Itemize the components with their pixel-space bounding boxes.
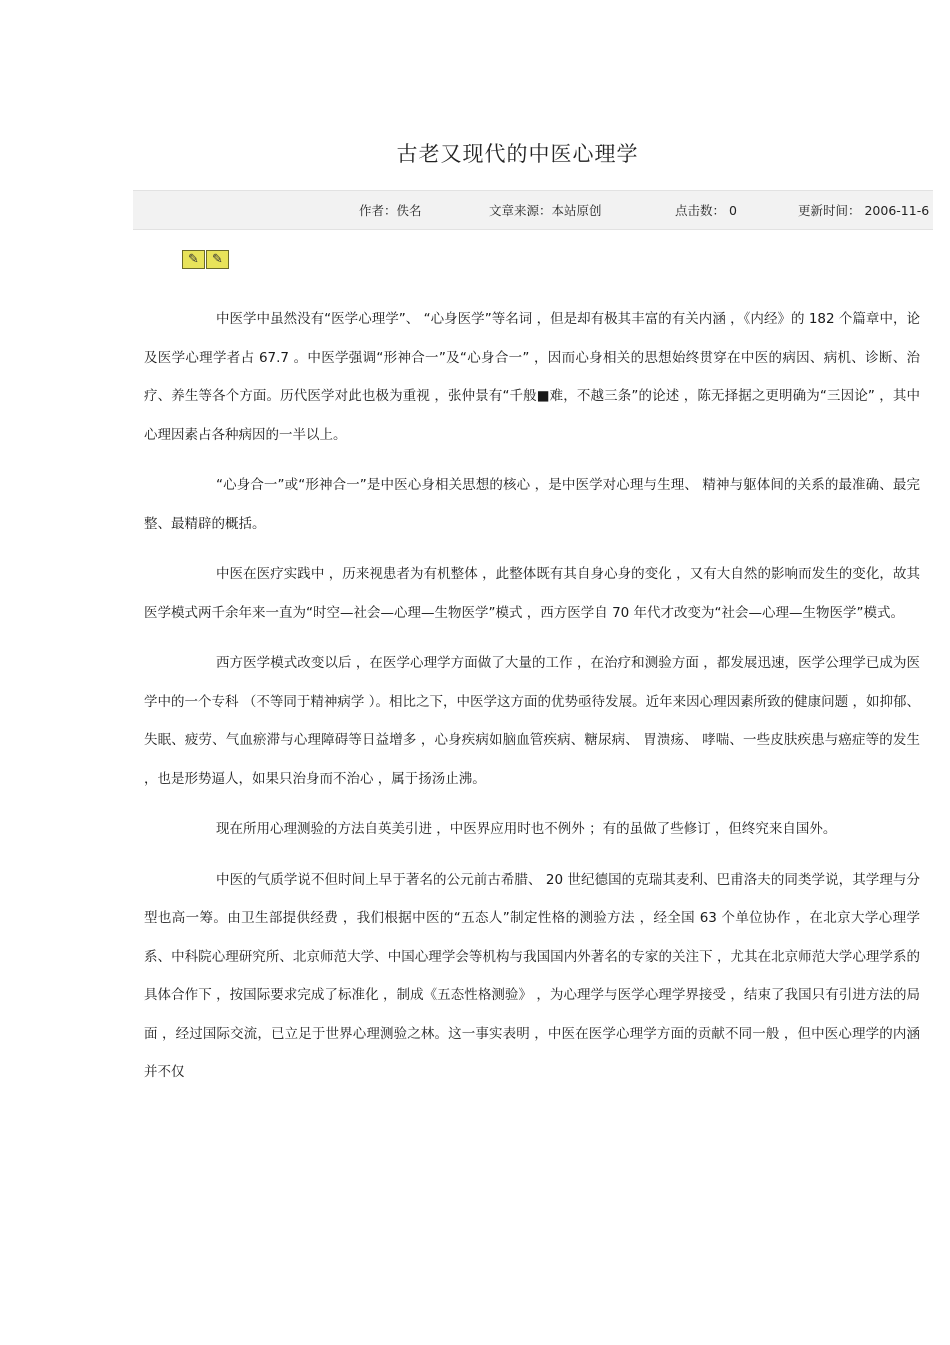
paragraph: 现在所用心理测验的方法自英美引进 ，中医界应用时也不例外 ；有的虽做了些修订 ，但终究来自国外。 <box>216 821 837 837</box>
page-title: 古老又现代的中医心理学 <box>396 142 639 166</box>
paragraph: 中医学中虽然没有“医学心理学”、 “心身医学”等名词 ，但是却有极其丰富的有关内涵 ，《内经》的 182 个篇章中，论及医学心理学者占 67.7 。中医学强调“形神合一”及“心身合一” ，因而心身相关的思想始终贯穿在中医的病因、病机、诊断、治疗、养生等各个方面。历代医学对此也极为重视 ，张仲景有“千般■难，不越三条”的论述 ，陈无择据之更明确为“三因论” ，其中心理因素占各种病因的一半以上。 <box>144 311 920 443</box>
updated-label: 更新时间： 2006-11-6 <box>798 203 930 218</box>
tool-icon[interactable]: ✎ <box>206 250 229 269</box>
source-label: 文章来源：本站原创 <box>489 203 602 218</box>
paragraph: 西方医学模式改变以后 ，在医学心理学方面做了大量的工作 ，在治疗和测验方面 ，都发展迅速，医学公理学已成为医学中的一个专科 （不等同于精神病学 ）。相比之下，中医学这方面的优势亟待发展。近年来因心理因素所致的健康问题 ，如抑郁、失眠、疲劳、气血瘀滞与心理障碍等日益增多 ，心身疾病如脑血管疾病、糖尿病、 胃溃疡、 哮喘、一些皮肤疾患与癌症等的发生 ，也是形势逼人，如果只治身而不治心 ，属于扬汤止沸。 <box>144 655 920 787</box>
tool-icon[interactable]: ✎ <box>182 250 205 269</box>
article-body <box>144 300 920 1104</box>
article-meta-bar <box>133 190 933 230</box>
paragraph: 中医在医疗实践中 ，历来视患者为有机整体 ，此整体既有其自身心身的变化 ，又有大自然的影响而发生的变化，故其医学模式两千余年来一直为“时空—社会—心理—生物医学”模式 ，西方医学自 70 年代才改变为“社会—心理—生物医学”模式。 <box>144 566 920 621</box>
clicks-label: 点击数： 0 <box>675 203 737 218</box>
icon-group <box>182 250 230 269</box>
author-label: 作者：佚名 <box>359 203 422 218</box>
paragraph: 中医的气质学说不但时间上早于著名的公元前古希腊、 20 世纪德国的克瑞其麦利、巴甫洛夫的同类学说，其学理与分型也高一筹。由卫生部提供经费 ，我们根据中医的“五态人”制定性格的测验方法 ，经全国 63 个单位协作 ，在北京大学心理学系、中科院心理研究所、北京师范大学、中国心理学会等机构与我国国内外著名的专家的关注下 ，尤其在北京师范大学心理学系的具体合作下 ，按国际要求完成了标准化 ，制成《五态性格测验》 ，为心理学与医学心理学界接受 ，结束了我国只有引进方法的局面 ，经过国际交流，已立足于世界心理测验之林。这一事实表明 ，中医在医学心理学方面的贡献不同一般 ，但中医心理学的内涵并不仅 <box>144 871 920 1080</box>
paragraph: “心身合一”或“形神合一”是中医心身相关思想的核心 ，是中医学对心理与生理、 精神与躯体间的关系的最准确、最完整、最精辟的概括。 <box>144 477 920 532</box>
